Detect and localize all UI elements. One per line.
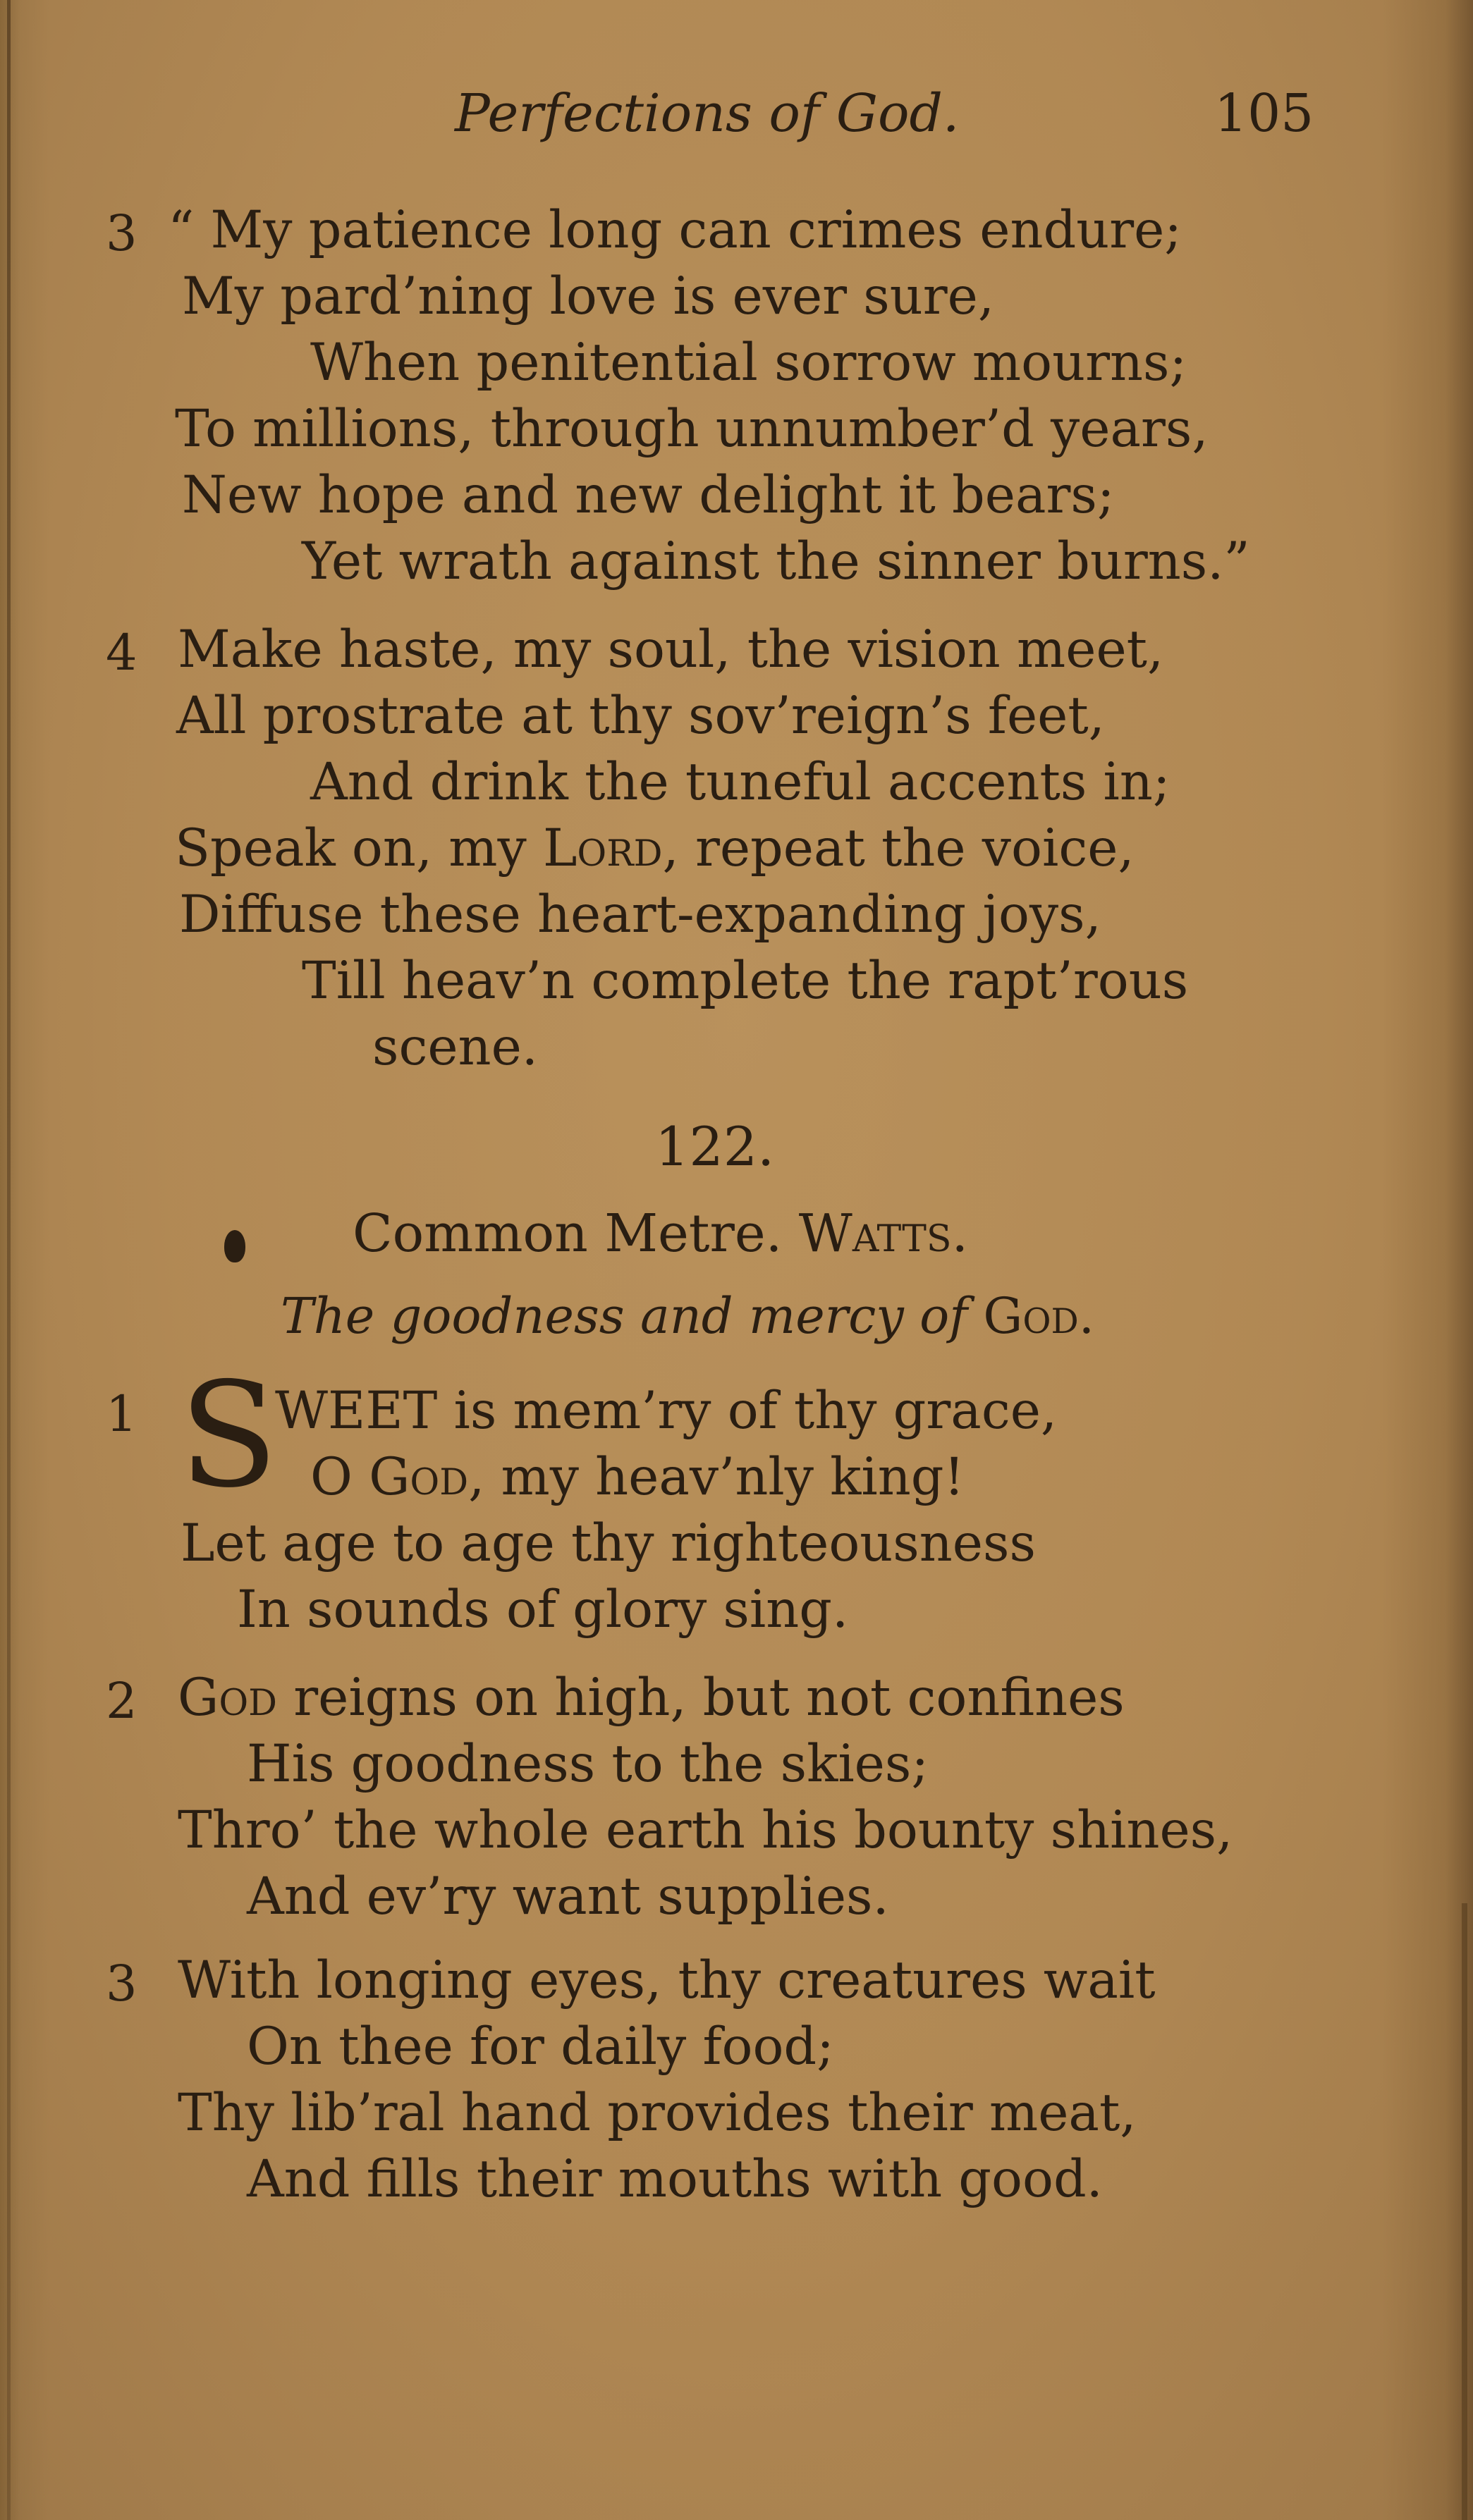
drop-cap: S	[179, 1352, 279, 1520]
verse-line: scene.	[372, 1017, 538, 1077]
verse-line: When penitential sorrow mourns;	[310, 333, 1187, 393]
verse-number: 1	[106, 1385, 137, 1443]
verse-text: , repeat the voice,	[662, 818, 1135, 878]
verse-line: Thy lib’ral hand provides their meat,	[178, 2083, 1137, 2143]
hymn-metre: Common Metre.	[353, 1203, 783, 1264]
verse-line: Make haste, my soul, the vision meet,	[178, 620, 1164, 680]
verse-number: 4	[106, 624, 137, 682]
hymn-metre-line	[353, 1203, 968, 1264]
divine-name-god: God	[178, 1668, 278, 1728]
verse-text: , my heav’nly king!	[468, 1447, 965, 1507]
verse-line: To millions, through unnumber’d years,	[175, 399, 1209, 459]
verse-line	[310, 1447, 965, 1507]
verse-line: And fills their mouths with good.	[247, 2149, 1103, 2209]
hymn-subtitle	[281, 1287, 1094, 1345]
verse-number: 3	[106, 1955, 137, 2012]
verse-line: His goodness to the skies;	[247, 1734, 929, 1794]
hymn-subtitle-text: The goodness and mercy of	[281, 1287, 968, 1345]
verse-line: And drink the tuneful accents in;	[310, 752, 1171, 812]
verse-text: reigns on high, but not confines	[277, 1668, 1125, 1728]
verse-number: 2	[106, 1672, 137, 1730]
verse-line: Let age to age thy righteousness	[181, 1513, 1036, 1573]
verse-line: New hope and new delight it bears;	[182, 465, 1115, 525]
gutter-shadow	[7, 0, 11, 2520]
verse-line: All prostrate at thy sov’reign’s feet,	[176, 686, 1105, 746]
verse-line: In sounds of glory sing.	[237, 1580, 849, 1640]
verse-line: Yet wrath against the sinner burns.”	[302, 531, 1250, 591]
verse-line	[175, 818, 1135, 878]
verse-number: 3	[106, 204, 137, 262]
verse-text: O	[310, 1447, 369, 1507]
verse-line: With longing eyes, thy creatures wait	[178, 1950, 1156, 2010]
divine-name-god: God.	[983, 1287, 1095, 1345]
verse-line: And ev’ry want supplies.	[247, 1867, 889, 1926]
page-edge-shadow	[1462, 1903, 1467, 2520]
verse-text: Speak on, my	[175, 818, 543, 878]
verse-line: Thro’ the whole earth his bounty shines,	[178, 1800, 1233, 1860]
running-header-title: Perfections of God.	[455, 83, 960, 144]
page-number: 105	[1214, 83, 1314, 144]
verse-line	[178, 1668, 1125, 1728]
verse-line: Diffuse these heart-expanding joys,	[179, 885, 1101, 945]
verse-line: Till heav’n complete the rapt’rous	[302, 951, 1189, 1011]
divine-name-lord: Lord	[542, 818, 663, 878]
verse-line: My pard’ning love is ever sure,	[182, 266, 995, 326]
verse-line: On thee for daily food;	[247, 2017, 834, 2077]
divine-name-god: God	[369, 1447, 469, 1507]
verse-line: WEET is mem’ry of thy grace,	[275, 1381, 1058, 1441]
hymn-number: 122.	[655, 1115, 775, 1178]
verse-line: “ My patience long can crimes endure;	[168, 200, 1182, 260]
hymn-author: Watts.	[798, 1203, 969, 1264]
ink-blot-ornament	[224, 1230, 245, 1262]
